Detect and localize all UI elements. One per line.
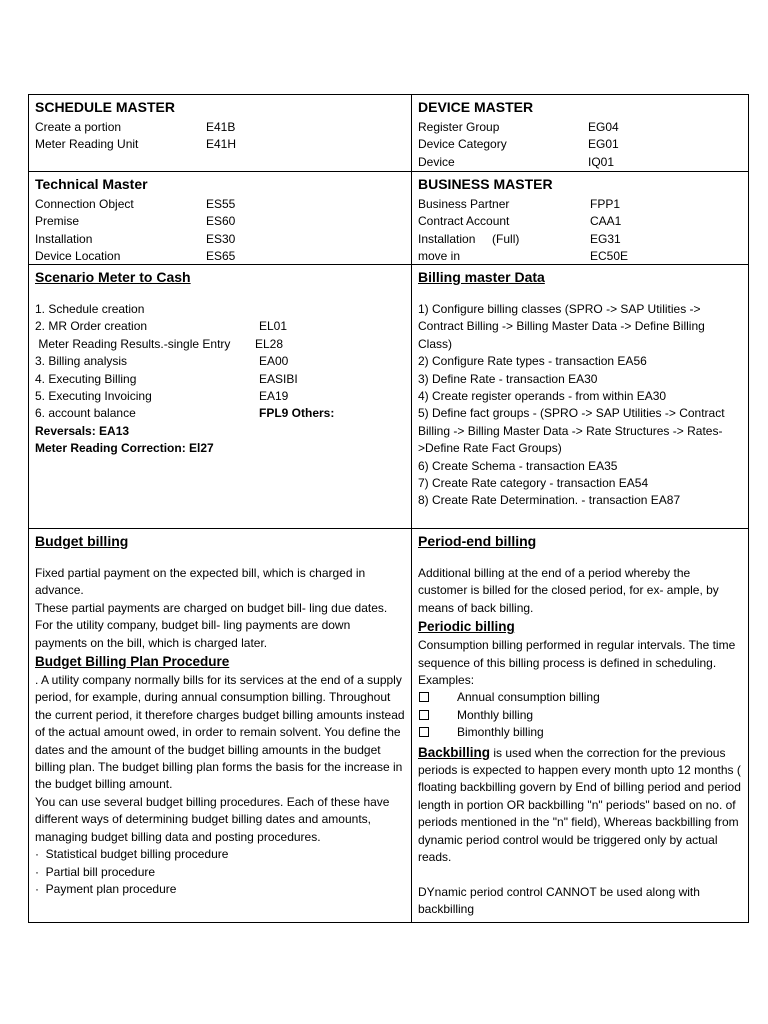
list-item [35, 231, 405, 248]
transaction-code: FPP1 [590, 197, 621, 211]
example-label: Monthly billing [457, 707, 534, 722]
technical-master-title: Technical Master [35, 176, 148, 192]
list-item: · Statistical budget billing procedure [35, 847, 229, 862]
list-item [35, 388, 405, 405]
list-item [35, 119, 405, 136]
list-item [418, 136, 742, 153]
item-label: Meter Reading Unit [35, 137, 139, 152]
transaction-code: ES60 [206, 214, 236, 229]
scenario-title: Scenario Meter to Cash [35, 269, 191, 285]
list-item [35, 213, 405, 230]
list-item: · Partial bill procedure [35, 864, 156, 879]
billing-master-cell [412, 265, 748, 528]
period-end-title: Period-end billing [418, 533, 537, 549]
budget-billing-description: These partial payments are charged on budget bill- ling due dates. For the utility company, budget bill- ling payments are down payments on the bill, which is charged later. [35, 600, 388, 650]
item-label: 1. Schedule creation [35, 302, 145, 316]
transaction-code: EG04 [588, 120, 619, 134]
item-label: Connection Object [35, 197, 134, 211]
list-item: 2) Configure Rate types - transaction EA56 [418, 354, 647, 369]
example-label: Bimonthly billing [457, 725, 544, 740]
list-item: 6) Create Schema - transaction EA35 [418, 458, 618, 473]
transaction-code: EG31 [590, 231, 621, 246]
item-label: Create a portion [35, 120, 122, 134]
backbilling-term: Backbilling [418, 744, 491, 760]
list-item: 1) Configure billing classes (SPRO -> SAP Utilities -> Contract Billing -> Billing Master Data -> Define Billing Class) [418, 302, 705, 351]
item-label: Device Location [35, 249, 121, 264]
list-item [418, 231, 742, 248]
reversals-note: Reversals: EA13 [35, 423, 130, 438]
item-label: 5. Executing Invoicing [35, 389, 152, 404]
correction-note: Meter Reading Correction: El27 [35, 441, 214, 456]
dynamic-period-note: DYnamic period control CANNOT be used along with backbilling [418, 884, 700, 916]
backbilling-paragraph [418, 744, 742, 867]
item-label: 2. MR Order creation [35, 319, 148, 334]
list-item [418, 119, 742, 136]
transaction-code: E41H [206, 137, 237, 152]
item-label: Register Group [418, 120, 500, 134]
list-item: 7) Create Rate category - transaction EA54 [418, 476, 649, 491]
technical-master-cell [29, 172, 412, 264]
list-item [35, 318, 405, 335]
checkbox-icon [419, 727, 429, 737]
transaction-code: E41B [206, 120, 236, 134]
transaction-code: EG01 [588, 137, 619, 152]
periodic-text: Consumption billing performed in regular intervals. The time sequence of this billing process is defined in scheduling. Examples: [418, 638, 736, 688]
item-label: Premise [35, 214, 80, 229]
procedure-title: Budget Billing Plan Procedure [35, 654, 230, 670]
list-item: 3) Define Rate - transaction EA30 [418, 371, 598, 386]
list-item [35, 196, 405, 213]
table-row [29, 95, 748, 171]
example-label: Annual consumption billing [457, 690, 600, 705]
list-item [418, 689, 742, 706]
item-label: Device Category [418, 137, 507, 152]
transaction-code: IQ01 [588, 154, 615, 169]
transaction-code: EL01 [259, 319, 288, 334]
billing-master-title: Billing master Data [418, 269, 545, 285]
transaction-code: EA00 [259, 354, 289, 369]
period-end-text: Additional billing at the end of a period whereby the customer is billed for the closed period, for ex- ample, by means of back billing. [418, 566, 719, 615]
device-master-cell [412, 95, 748, 171]
transaction-code: ES30 [206, 231, 236, 246]
table-row [29, 264, 748, 528]
transaction-code: EL28 [255, 336, 284, 351]
schedule-master-cell [29, 95, 412, 171]
transaction-code: EC50E [590, 249, 629, 264]
transaction-code: CAA1 [590, 214, 622, 229]
periodic-title: Periodic billing [418, 619, 515, 635]
transaction-code: EA19 [259, 389, 289, 404]
list-item [418, 724, 742, 741]
table-row [29, 171, 748, 264]
device-master-title: DEVICE MASTER [418, 99, 534, 115]
scenario-cell [29, 265, 412, 528]
list-item [35, 248, 405, 264]
table-row [29, 528, 748, 922]
item-label: Device [418, 154, 455, 169]
list-item: 4) Create register operands - from within EA30 [418, 389, 667, 404]
list-item [418, 196, 742, 213]
item-label: Business Partner [418, 197, 510, 211]
item-label: Installation (Full) [418, 231, 520, 246]
item-label: Contract Account [418, 214, 510, 229]
business-master-cell [412, 172, 748, 264]
item-label: 4. Executing Billing [35, 371, 137, 386]
reference-table [28, 94, 749, 923]
transaction-code: FPL9 Others: [259, 406, 335, 421]
checkbox-icon [419, 710, 429, 720]
procedures-intro: You can use several budget billing procedures. Each of these have different ways of determining budget billing dates and amounts, managing budget billing data and posting procedures. [35, 794, 390, 844]
list-item [418, 213, 742, 230]
transaction-code: ES65 [206, 249, 236, 264]
list-item [35, 336, 405, 353]
list-item [418, 707, 742, 724]
list-item: 5) Define fact groups - (SPRO -> SAP Utilities -> Contract Billing -> Billing Master Data -> Rate Structures -> Rates->Define Rate Fact Groups) [418, 406, 725, 456]
item-label: move in [418, 249, 461, 264]
list-item: 8) Create Rate Determination. - transaction EA87 [418, 493, 681, 508]
business-master-title: BUSINESS MASTER [418, 176, 553, 192]
list-item [35, 136, 405, 153]
budget-billing-title: Budget billing [35, 533, 129, 549]
schedule-master-title: SCHEDULE MASTER [35, 99, 176, 115]
list-item [35, 371, 405, 388]
budget-billing-definition: Fixed partial payment on the expected bill, which is charged in advance. [35, 566, 366, 598]
item-label: 3. Billing analysis [35, 354, 128, 369]
list-item [35, 301, 405, 318]
checkbox-icon [419, 692, 429, 702]
transaction-code: ES55 [206, 197, 236, 211]
period-end-cell [412, 529, 748, 922]
procedure-text: . A utility company normally bills for its services at the end of a supply period, for example, during annual consumption billing. Throughout the current period, it therefore charges budget billing amounts instead of the actual amount owed, in order to remain solvent. You define the dates and the amount of the budget billing amounts in the budget billing plan. The budget billing plan forms the basis for the increase in the budget billing amount. [35, 673, 405, 792]
list-item: · Payment plan procedure [35, 881, 177, 896]
list-item [35, 353, 405, 370]
item-label: 6. account balance [35, 406, 136, 421]
transaction-code: EASIBI [259, 371, 298, 386]
budget-billing-cell [29, 529, 412, 922]
backbilling-text: is used when the correction for the previous periods is expected to happen every month upto 12 months ( floating backbilling govern by End of billing period and period length in portion OR backbilling "n" periods" based on no. of periods mentioned in the "n" field), Whereas backbilling from dynamic period control would be triggered only by actual reads. [418, 745, 741, 865]
item-label: Meter Reading Results.-single Entry [35, 336, 231, 351]
list-item [35, 405, 405, 422]
item-label: Installation [35, 231, 93, 246]
list-item [418, 154, 742, 171]
list-item [418, 248, 742, 264]
